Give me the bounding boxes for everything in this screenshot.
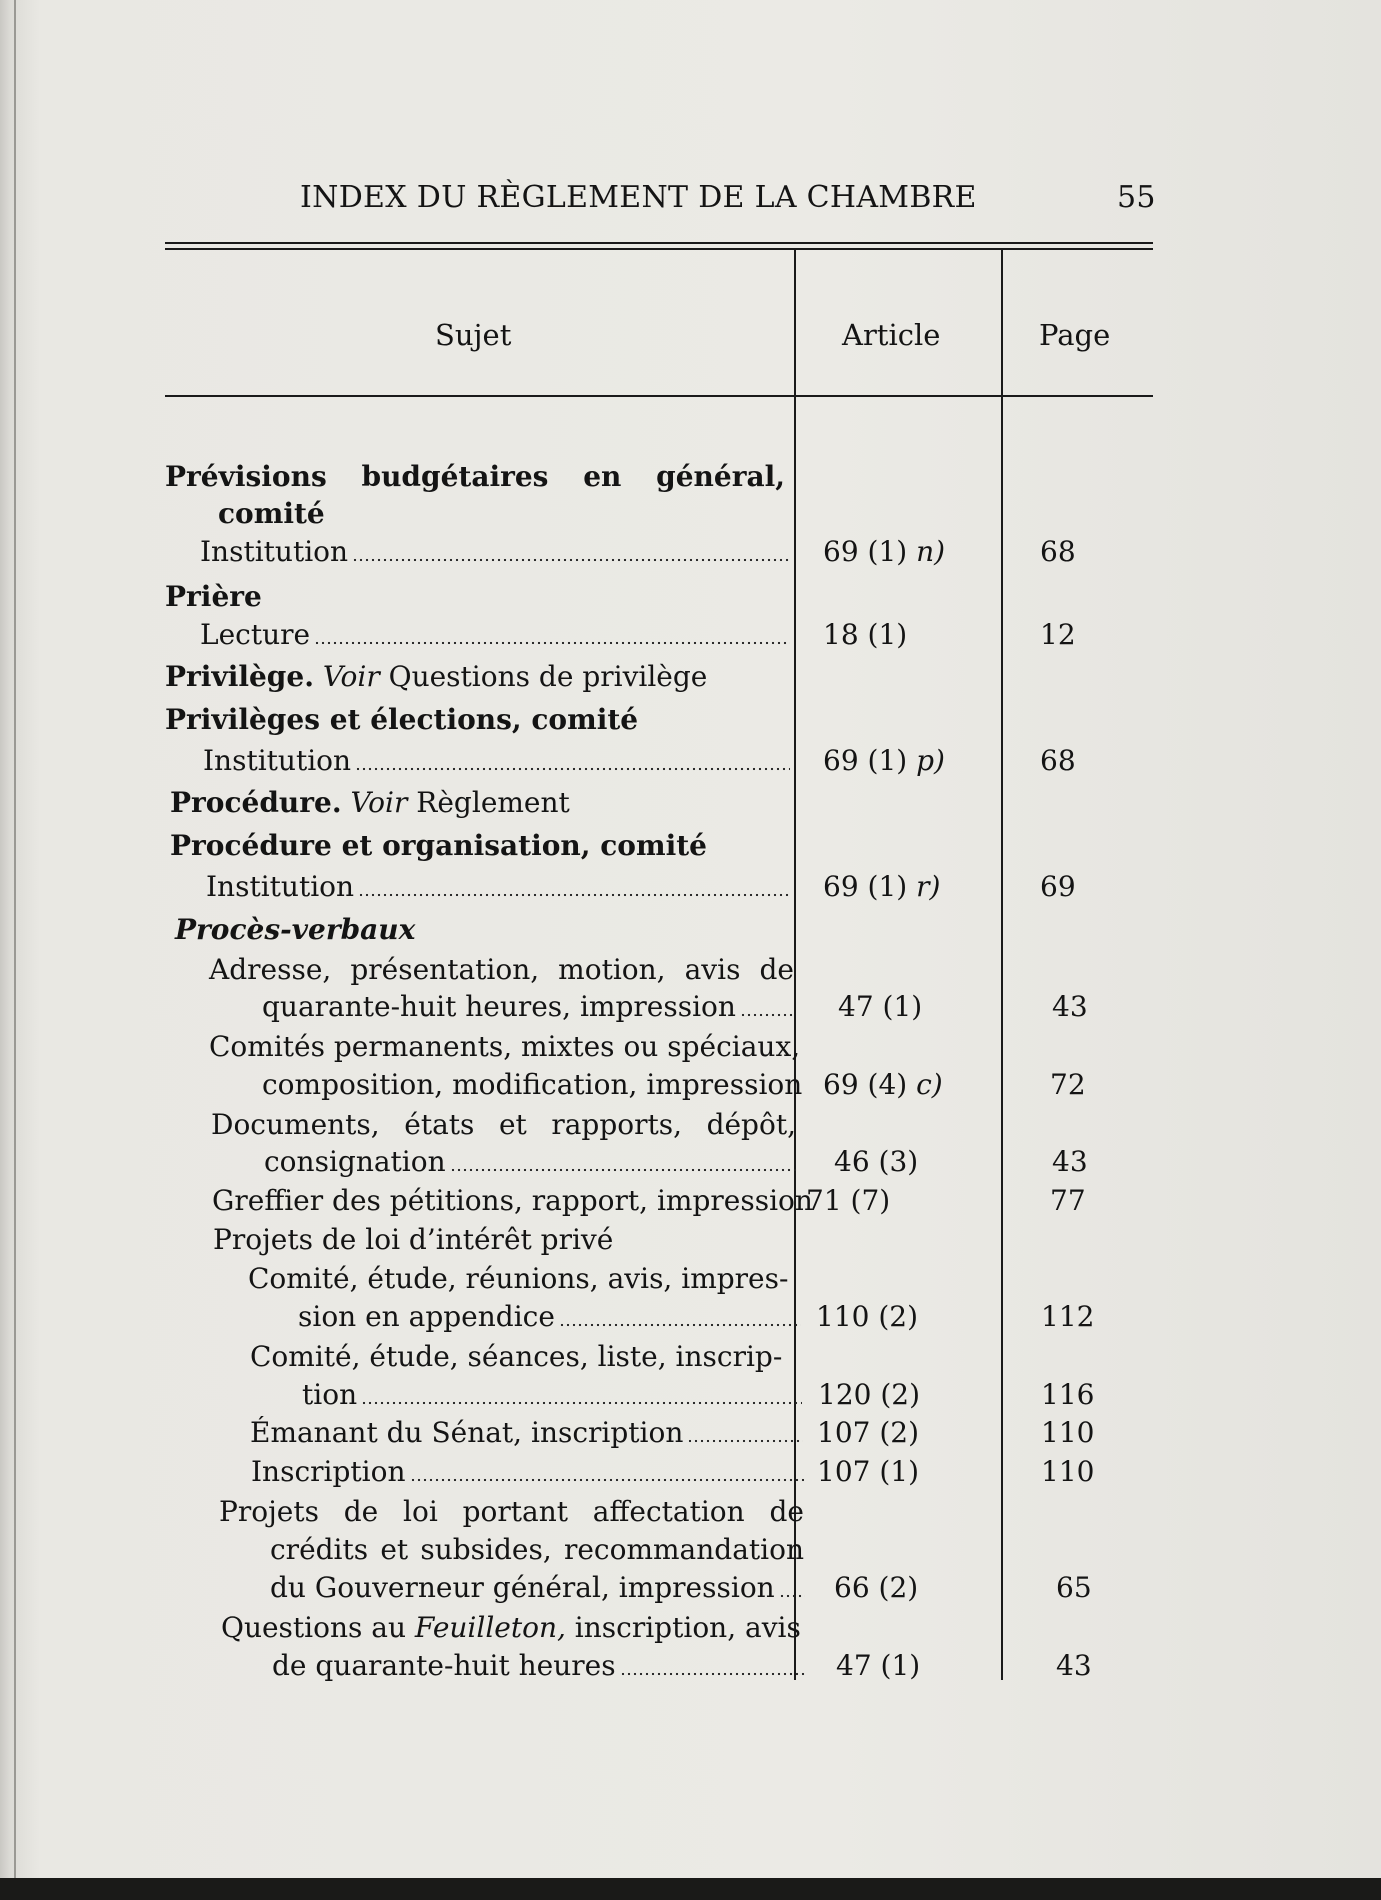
index-entry: Greffier des pétitions, rapport, impression 71 (7) 77 [212, 1184, 1086, 1217]
page-ref: 69 [1040, 870, 1076, 903]
index-entry: du Gouverneur général, impression 66 (2) 65 [270, 1571, 1092, 1604]
index-heading: Prévisions budgétaires en général, [165, 460, 785, 493]
index-entry-line1: Comité, étude, séances, liste, inscrip- [250, 1340, 783, 1373]
article-ref: 107 (2) [817, 1416, 920, 1449]
index-entry: composition, modification, impression 69 (4) c) 72 [262, 1068, 1086, 1101]
index-entry: sion en appendice 110 (2) 112 [298, 1300, 1095, 1333]
index-heading: Prière [165, 580, 262, 613]
page-ref: 116 [1041, 1378, 1095, 1411]
article-ref: 69 (4) c) [823, 1068, 943, 1101]
index-entry: Émanant du Sénat, inscription 107 (2) 110 [250, 1416, 1095, 1449]
index-entry-line1: Comités permanents, mixtes ou spéciaux, [209, 1030, 801, 1063]
article-ref: 107 (1) [817, 1455, 920, 1488]
index-entry-line1: Adresse, présentation, motion, avis de [209, 953, 794, 986]
article-ref: 69 (1) r) [823, 870, 941, 903]
article-ref: 66 (2) [834, 1571, 919, 1604]
article-ref: 120 (2) [818, 1378, 921, 1411]
page-ref: 77 [1050, 1184, 1086, 1217]
page-ref: 112 [1041, 1300, 1095, 1333]
header-bottom-rule [165, 395, 1153, 397]
page-ref: 68 [1040, 535, 1076, 568]
page-ref: 43 [1056, 1649, 1092, 1682]
article-ref: 69 (1) p) [823, 744, 945, 777]
page-ref: 68 [1040, 744, 1076, 777]
running-head-title: INDEX DU RÈGLEMENT DE LA CHAMBRE [300, 180, 977, 215]
page-gutter-shadow [14, 0, 16, 1900]
page-ref: 65 [1056, 1571, 1092, 1604]
article-ref: 47 (1) [838, 990, 923, 1023]
index-entry-line1: Comité, étude, réunions, avis, impres- [248, 1262, 789, 1295]
index-entry: de quarante-huit heures 47 (1) 43 [272, 1649, 1092, 1682]
index-heading: Procédure et organisation, comité [170, 829, 707, 862]
page-ref: 12 [1040, 618, 1076, 651]
page-ref: 110 [1041, 1416, 1095, 1449]
article-ref: 110 (2) [816, 1300, 919, 1333]
index-entry: Institution 69 (1) r) 69 [206, 870, 1076, 903]
cross-reference: Privilège. Voir Questions de privilège [165, 660, 708, 693]
article-ref: 47 (1) [836, 1649, 921, 1682]
index-entry-line1: Questions au Feuilleton, inscription, avis [221, 1611, 801, 1644]
index-entry: consignation 46 (3) 43 [264, 1145, 1088, 1178]
running-head [165, 180, 1165, 220]
index-subheading: Projets de loi d’intérêt privé [213, 1223, 614, 1256]
cross-reference: Procédure. Voir Règlement [170, 786, 570, 819]
article-ref: 46 (3) [834, 1145, 919, 1178]
page-number: 55 [1117, 180, 1156, 215]
column-header-page: Page [1039, 318, 1111, 352]
index-heading: Procès-verbaux [175, 913, 416, 946]
index-heading-continuation: comité [218, 497, 325, 530]
index-entry: Inscription 107 (1) 110 [251, 1455, 1095, 1488]
article-ref: 18 (1) [823, 618, 908, 651]
page-ref: 110 [1041, 1455, 1095, 1488]
page-ref: 72 [1050, 1068, 1086, 1101]
index-entry-line2: crédits et subsides, recommandation [270, 1533, 804, 1566]
index-entry-line1: Documents, états et rapports, dépôt, [211, 1108, 796, 1141]
index-entry: Lecture 18 (1) 12 [200, 618, 1076, 651]
index-entry: Institution 69 (1) n) 68 [200, 535, 1076, 568]
index-heading: Privilèges et élections, comité [165, 703, 639, 736]
column-header-subject: Sujet [435, 318, 512, 352]
column-header-article: Article [842, 318, 941, 352]
index-entry-line1: Projets de loi portant affectation de [219, 1495, 804, 1528]
index-entry: tion 120 (2) 116 [302, 1378, 1095, 1411]
article-ref: 69 (1) n) [823, 535, 946, 568]
page-ref: 43 [1052, 1145, 1088, 1178]
page-ref: 43 [1052, 990, 1088, 1023]
article-ref: 71 (7) [806, 1184, 891, 1217]
top-rule-2 [165, 248, 1153, 250]
top-rule-1 [165, 242, 1153, 244]
scan-bottom-edge [0, 1878, 1381, 1900]
index-entry: Institution 69 (1) p) 68 [203, 744, 1076, 777]
index-entry: quarante-huit heures, impression 47 (1) 43 [262, 990, 1088, 1023]
